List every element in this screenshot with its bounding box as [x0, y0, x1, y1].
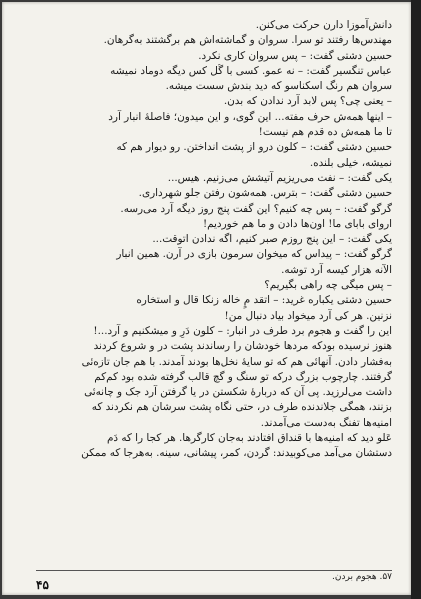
text-line: – اینها همه‌ش حرف مفته... این گوی، و این میدون؛ فاصلهٔ انبار آرد [108, 110, 392, 123]
text-line: حسین دشتی گفت: – بترس. همه‌شون رفتن جلو شهرداری. [138, 187, 392, 200]
text-line: حسین دشتی یکباره غرید: – اتقد مٍ خاله زنکا قال و استخاره [136, 294, 392, 307]
text-line: تا ما همه‌ش ده قدم هم نیست! [258, 126, 392, 139]
text-line: گرگو گفت: – پس چه کنیم؟ این گفت پنج روز دیگه آرد می‌رسه. [120, 202, 392, 215]
text-line: حسین دشتی گفت: – پس سروان کاری نکرد. [198, 49, 392, 62]
text-line: به‌فشار دادن. آنهائی هم که تو سایهٔ نخل‌ها بودند آمدند. با هم جان تازه‌ئی [81, 355, 392, 368]
text-line: الآنه هزار کیسه آرد توشه. [281, 263, 392, 276]
scan-edge [411, 0, 421, 599]
text-line: حسین دشتی گفت: – کلون درو از پشت انداختن. رو دیوار هم که [116, 141, 392, 154]
text-line: سروان هم رنگ اسکناسو که دید بندش سست میشه. [165, 80, 392, 93]
text-line: گرفتند. چارچوب بزرگ درکه تو سنگ و گچ قالب گرفته شده بود کم‌کم [94, 370, 392, 383]
book-page [2, 2, 411, 595]
text-line: این را گفت و هجوم برد طرف در انبار: – کلون دَرِ و میشکنیم و آرد...! [93, 324, 392, 337]
footnote-divider [36, 570, 392, 571]
text-line: یکی گفت: – نفت می‌ریزیم آتیشش می‌زنیم. هیس... [167, 171, 392, 184]
text-line: عَلو دید که امنیه‌ها با قنداق افتادند به‌جان کارگرها. هر کجا را که دَم [106, 432, 392, 445]
text-line: دانش‌آموزا دارن حرکت می‌کنن. [255, 19, 392, 31]
text-line: گرگو گفت: – پیداس که میخوان سرمون بازی در آرن. همین انبار [116, 248, 392, 261]
text-line: هنوز نرسیده بودکه مردها خودشان را رساندند پشت در و شروع کردند [93, 340, 392, 353]
text-line: اروای بابای ما! اون‌ها دادن و ما هم خوردیم! [202, 217, 392, 230]
text-line: دستشان می‌آمد می‌کوبیدند: گردن، کمر، پیشانی، سینه. به‌هرجا که ممکن [81, 447, 392, 460]
text-line: – یعنی چی؟ پس لابد آرد ندادن که بدن. [223, 95, 392, 108]
text-line: نزنین. هر کی آرد میخواد بیاد دنبال من! [224, 309, 392, 322]
text-line: یکی گفت: – این پنج روزم صبر کنیم، اگه ندادن اتوقت... [152, 233, 392, 246]
body-text [36, 18, 392, 462]
text-line: – پس میگی چه راهی بگیریم؟ [264, 279, 392, 292]
text-line: بزنند، همگی جلاندنده طرف در، حتی نگاه پشت سرشان هم نکردند که [91, 401, 392, 414]
page-number: ۴۵ [36, 578, 49, 592]
text-line: امنیه‌ها تفنگ به‌دست می‌آمدند. [260, 416, 392, 429]
text-line: عباس تنگسیر گفت: – نه عمو. کسی با گُل کس دیگه دوماد نمیشه [110, 64, 392, 77]
footnote: ۵۷. هجوم بردن. [332, 572, 392, 582]
text-line: داشت می‌لرزید. پی آن که دربارهٔ شکستن در یا گرفتن آرد جک و چانه‌ئی [84, 386, 392, 399]
text-line: مهندس‌ها رفتند تو سرا. سروان و گماشته‌اش هم برگشتند به‌گرهان. [103, 34, 392, 47]
text-line: نمیشه، خیلی بلنده. [309, 156, 392, 169]
